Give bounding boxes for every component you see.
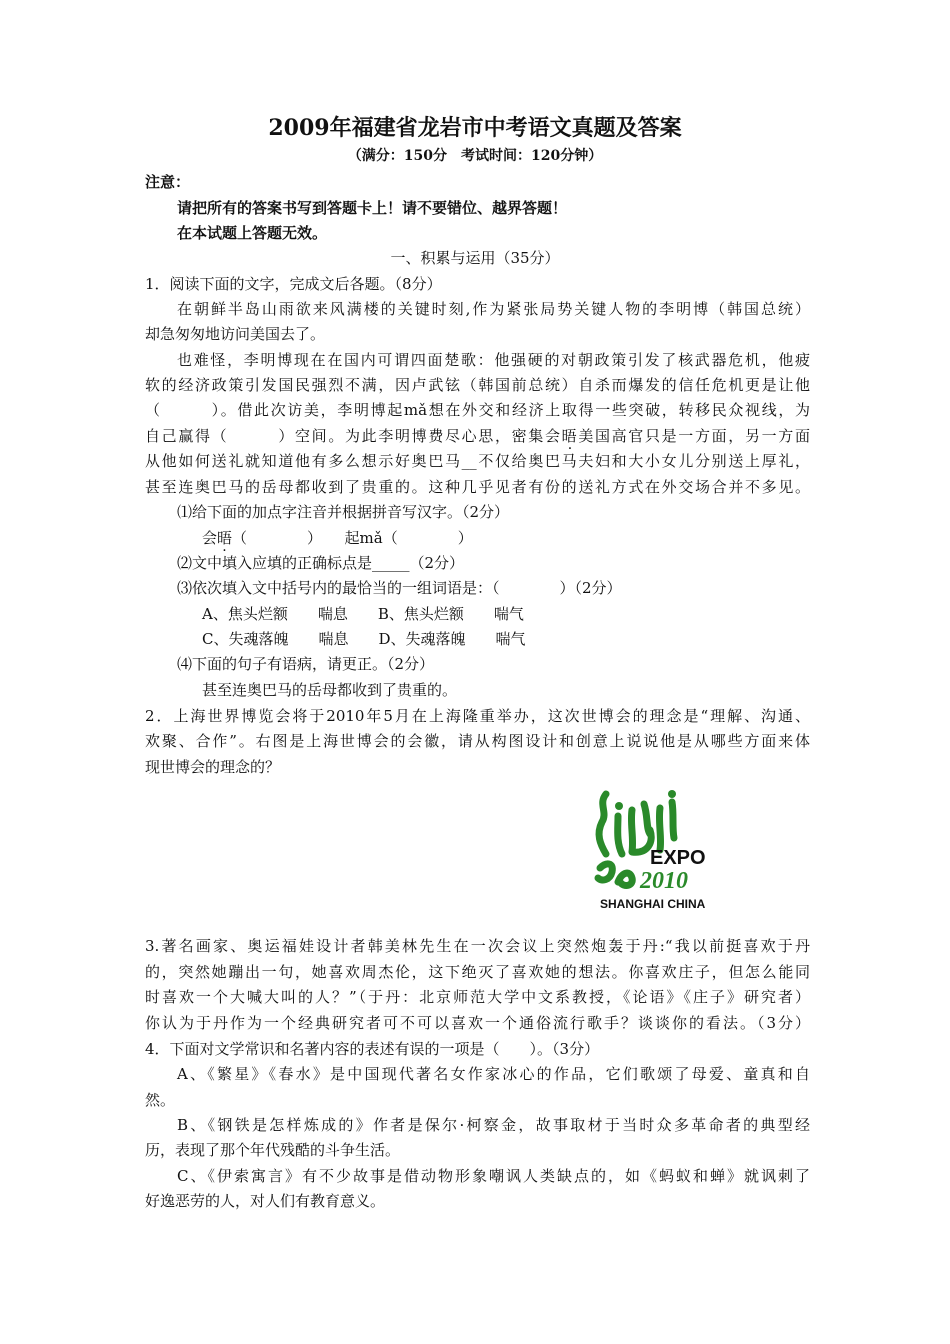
passage-line: 从他如何送礼就知道他有多么想示好奥巴马__不仅给奥巴马夫妇和大小女儿分别送上厚礼， <box>145 452 810 470</box>
faulty-sentence: 甚至连奥巴马的岳母都收到了贵重的。 <box>202 681 458 699</box>
sub-question-1: ⑴给下面的加点字注音并根据拼音写汉字。（2分） <box>177 503 510 521</box>
passage-line: 在朝鲜半岛山雨欲来风满楼的关键时刻,作为紧张局势关键人物的李明博（韩国总统） <box>177 300 810 318</box>
option-row: A、焦头烂额 喘息 B、焦头烂额 喘气 <box>202 605 524 623</box>
option-row: C、失魂落魄 喘息 D、失魂落魄 喘气 <box>202 630 526 648</box>
option-b-line: B、《钢铁是怎样炼成的》作者是保尔·柯察金，故事取材于当时众多革命者的典型经 <box>177 1116 810 1134</box>
option-c-line: C、《伊索寓言》有不少故事是借动物形象嘲讽人类缺点的，如《蚂蚁和蝉》就讽刺了 <box>177 1167 810 1185</box>
dotted-character: 晤 <box>217 529 233 547</box>
expo-wordmark: EXPO <box>650 847 706 869</box>
passage-line: 甚至连奥巴马的岳母都收到了贵重的。这种几乎见者有份的送礼方式在外交场合并不多见。 <box>145 478 810 496</box>
page-title: 2009年福建省龙岩市中考语文真题及答案 <box>268 115 682 141</box>
notice-label: 注意： <box>145 173 191 191</box>
question-1-stem: 1．阅读下面的文字，完成文后各题。（8分） <box>145 275 442 293</box>
expo-caption: SHANGHAI CHINA <box>600 897 706 911</box>
option-b-line: 历，表现了那个年代残酷的斗争生活。 <box>145 1141 401 1159</box>
sub-question-2: ⑵文中填入应填的正确标点是_____（2分） <box>177 554 465 572</box>
option-c-line: 好逸恶劳的人，对人们有教育意义。 <box>145 1192 386 1210</box>
notice-line-1: 请把所有的答案书写到答题卡上！请不要错位、越界答题！ <box>177 199 568 217</box>
question-3-line: 你认为于丹作为一个经典研究者可不可以喜欢一个通俗流行歌手？谈谈你的看法。（3分） <box>145 1014 810 1032</box>
notice-line-2: 在本试题上答题无效。 <box>177 224 328 242</box>
option-a-line: A、《繁星》《春水》是中国现代著名女作家冰心的作品，它们歌颂了母爱、童真和自 <box>177 1065 810 1083</box>
sub-question-4: ⑷下面的句子有语病，请更正。（2分） <box>177 655 435 673</box>
question-4-stem: 4．下面对文学常识和名著内容的表述有误的一项是（ ）。（3分） <box>145 1040 600 1058</box>
option-a-line: 然。 <box>145 1091 176 1109</box>
sub-question-1-answer: 会晤（ ） 起mǎ（ ） <box>202 529 473 547</box>
dotted-character: 晤 <box>561 427 579 445</box>
question-2-line: 2．上海世界博览会将于2010年5月在上海隆重举办，这次世博会的理念是“理解、沟通、 <box>145 707 810 725</box>
question-2-line: 现世博会的理念的？ <box>145 758 281 776</box>
question-2-line: 欢聚、合作”。右图是上海世博会的会徽，请从构图设计和创意上说说他是从哪些方面来体 <box>145 732 810 750</box>
exam-info: （满分：150分 考试时间：120分钟） <box>347 148 603 164</box>
question-3-line: 3.著名画家、奥运福娃设计者韩美林先生在一次会议上突然炮轰于丹:“我以前挺喜欢于丹 <box>145 937 810 955</box>
sub-question-3: ⑶依次填入文中括号内的最恰当的一组词语是：（ ）（2分） <box>177 579 622 597</box>
question-3-line: 时喜欢一个大喊大叫的人？”（于丹：北京师范大学中文系教授，《论语》《庄子》研究者） <box>145 988 810 1006</box>
expo-emblem-icon <box>588 782 728 914</box>
passage-line: 软的经济政策引发国民强烈不满，因卢武铉（韩国前总统）自杀而爆发的信任危机更是让他 <box>145 376 810 394</box>
question-3-line: 的，突然她蹦出一句，她喜欢周杰伦，这下绝灭了喜欢她的想法。你喜欢庄子，但怎么能同 <box>145 963 810 981</box>
expo-year: 2010 <box>640 868 688 894</box>
passage-line: 也难怪，李明博现在在国内可谓四面楚歌：他强硬的对朝政策引发了核武器危机，他疲 <box>177 351 810 369</box>
expo-2010-logo <box>588 782 728 914</box>
section-heading: 一、积累与运用（35分） <box>390 249 560 267</box>
passage-line: 自己赢得（ ）空间。为此李明博费尽心思，密集会晤美国高官只是一方面，另一方面 <box>145 427 810 445</box>
passage-line: （ ）。借此次访美，李明博起mǎ想在外交和经济上取得一些突破，转移民众视线，为 <box>145 401 810 419</box>
passage-line: 却急匆匆地访问美国去了。 <box>145 325 326 343</box>
